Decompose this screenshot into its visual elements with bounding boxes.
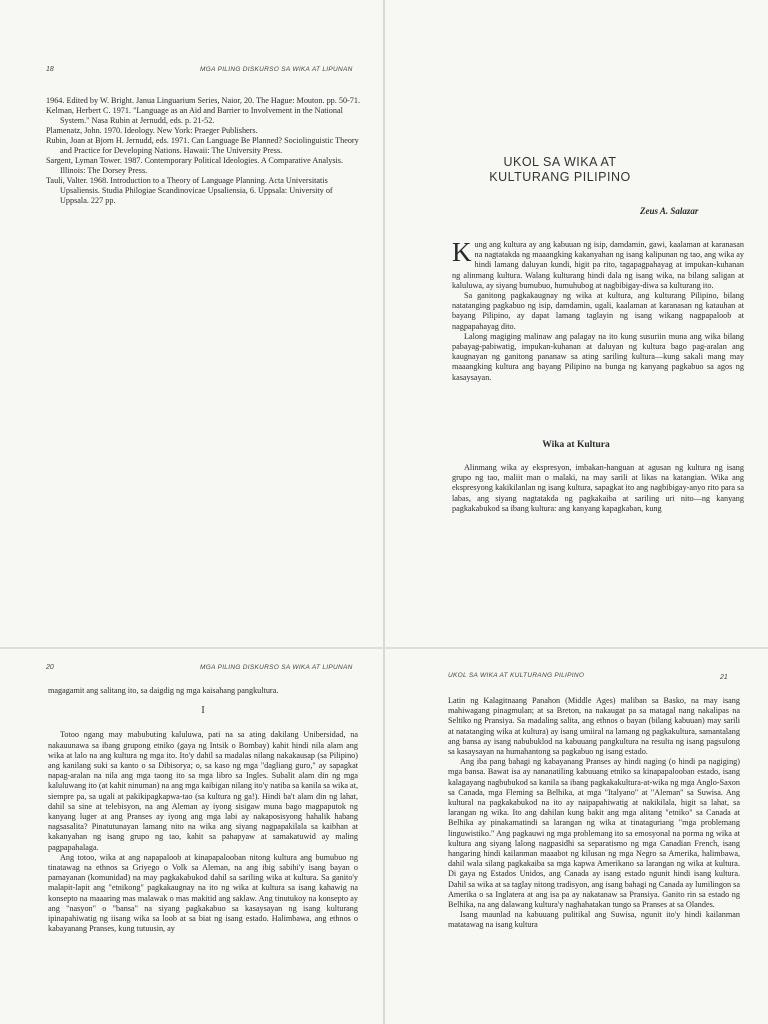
article-author: Zeus A. Salazar — [640, 206, 699, 216]
reference-entry: Kelman, Herbert C. 1971. "Language as an Aid and Barrier to Involvement in the National System." Nasa Rubin at Jernudd, eds. p. 21-52. — [46, 106, 343, 125]
section-heading: Wika at Kultura — [542, 440, 610, 450]
page-20-text — [48, 686, 358, 934]
reference-entry: Sargent, Lyman Tower. 1987. Contemporary Political Ideologies. A Comparative Analysis. Illinois: The Dorsey Press. — [46, 156, 344, 175]
reference-entry: Plamenatz, John. 1970. Ideology. New York: Praeger Publishers. — [46, 126, 258, 135]
references-list — [46, 96, 361, 206]
running-head: UKOL SA WIKA AT KULTURANG PILIPINO — [448, 672, 585, 679]
section-text — [452, 463, 744, 514]
page-number: 18 — [46, 66, 54, 73]
paragraph: Latin ng Kalagitnaang Panahon (Middle Ages) maliban sa Basko, na may isang mahiwagang pinagmulan; at sa Breton, na nakaugat pa sa matagal nang nakalipas na Seltiko ng Pransiya. Sa madaling salita, ang ethnos o bayan (bilang kabuuan) may sarili at natatanging wika at kultura) ay isang umiiral na lamang ng pagkakultura, samantalang ang bansa ay isang nabubuklod na kabuuang pangkultura na resulta ng isang pagsulong sa kasaysayan na humahantong sa pagkabuo ng isang estado. — [448, 696, 740, 757]
paragraph: Sa ganitong pagkakaugnay ng wika at kultura, ang kulturang Pilipino, bilang natatanging pagkabuo ng isip, damdamin, ugali, kaalaman at karanasan ng katauhan at bayang Pilipino, ay dapat lamang taglayin ng isang wikang nagpapaloob at nagpapahayag dito. — [452, 291, 744, 331]
reference-entry: 1964. Edited by W. Bright. Janua Linguarium Series, Naior, 20. The Hague: Mouton. pp. 50-71. — [46, 96, 361, 105]
page-19 — [384, 0, 768, 648]
page-18 — [0, 0, 384, 648]
paragraph: Totoo ngang may mabubuting kaluluwa, pati na sa ating dakilang Unibersidad, na nakauunawa sa ibang grupong etniko (gaya ng Intsik o Bombay) kahit hindi nila alam ang wika at lalo na ang kultura ng mga ito. Ito'y dahil sa madalas nilang nakakausap (sa Pilipino) ang kanilang suki sa kanto o sa Dibisorya; o, sa kaso ng mga "dagliang guro," ay sapagkat napag-aralan na nila ang mga taong ito sa mga libro sa Ingles. Subalit alam din ng mga kaluluwang ito (at kahit ninuman) na ang mga kaibigan nilang ito'y natiba sa kanila sa wika at, siempre pa, sa ugali at pakikipagkapwa-tao (sa kultura ng ga!). Hindi ba't alam din ng lahat, dahil sa sine at telebisyon, na ang Aleman ay iyong sisigaw muna bago magpaputok ng kanyang luger at ang Pranses ay iyong ang mga labi ay nakaposisyong hahalik habang nagsasalita? Pinatutunayan lamang nito na wika ang siyang nagpapakilala sa kaibhan at kakanyahan ng isang grupo ng tao, kahit sa pahapyaw at samakatuwid ay maling pagpapahalaga. — [48, 730, 359, 852]
page-20 — [0, 648, 384, 1024]
paragraph: Lalong magiging malinaw ang palagay na ito kung susuriin muna ang wika bilang pabayag-pabiwatig, impukan-kuhanan at daluyan ng kultura bago pag-aralan ang kaugnayan ng ganitong pananaw sa ating sariling kultura—kung sakali mang may maaangking kultura ang bayang Pilipino na bunga ng kanyang pagkabuo sa agos ng kasaysayan. — [452, 331, 744, 382]
paragraph: Ang iba pang bahagi ng kabayanang Pranses ay hindi naging (o hindi pa nagiging) mga bansa. Bawat isa ay nananatiling kabuuang etniko sa kinapapalooban estado, isang kalagayang nagbubukod sa kanila sa ibang pagkakakultura-at-wika ng mga Anglo-Saxon sa Canada, mga Fleming sa Belhika, at mga "Italyano" at "Aleman" sa Suwisa. Ang kultural na pagkakabukod na ito ay naipapahiwatig at nakikilala, higit sa lahat, sa larangan ng wika. Ito ang dahilan kung bakit ang mga alitang "etniko" sa Canada at Belhika ay pinakamatindi sa larangan ng wika at tinataguriang "mga problemang linguwistiko." Ang pagkauwi ng mga problemang ito sa emosyonal na porma ng wika at kultura ang siyang lalong nagpasidhi sa separatismo ng mga Canadian French, isang hangaring hindi kailanman maaabot ng kilusan ng mga Negro sa Amerika, halimbawa, dahil wala silang pagkakaiba sa mga kapwa Amerikano sa larangan ng wika at kultura. Di gaya ng Estados Unidos, ang Canada ay isang estado ngunit hindi isang kultura. Dahil sa wika at sa taglay nitong tradisyon, ang isang bahagi ng Canada ay lumilingon sa Amerika o sa Inglatera at ang isa pa ay nakatanaw sa Pransiya. Ganito rin sa estado ng Belhika, na ang dalawang kultura'y naghahatakan tungo sa Pranses at sa Olandes. — [448, 757, 740, 910]
title-line-2: KULTURANG PILIPINO — [489, 170, 631, 184]
page-divider — [0, 647, 768, 649]
spine-crease — [383, 0, 385, 1024]
drop-cap: K — [452, 237, 472, 267]
paragraph — [452, 237, 744, 291]
title-line-1: UKOL SA WIKA AT — [503, 155, 617, 169]
running-head: MGA PILING DISKURSO SA WIKA AT LIPUNAN — [200, 66, 353, 73]
intro-text — [452, 237, 744, 383]
paragraph: Isang maunlad na kabuuang pulitikal ang Suwisa, ngunit ito'y hindi kailanman matatawag na isang kultura — [448, 910, 740, 930]
page-21-text — [448, 696, 740, 931]
page-21 — [384, 648, 768, 1024]
paragraph-text: ung ang kultura ay ang kabuuan ng isip, damdamin, gawi, kaalaman at karanasan na nagtatakda ng maaangking kakanyahan ng isang kalipunan ng tao, ang wika ay hindi lamang daluyan kundi, higit pa rito, tagapagpahayag at impukan-kuhanan ng alinmang kultura. Walang kulturang hindi dala ng isang wika, na bilang saligan at kaluluwa, ay siyang bumubuo, humuhubog at nagbibigay-diwa sa kulturang ito. — [452, 240, 744, 290]
section-numeral: I — [201, 705, 205, 717]
running-head: MGA PILING DISKURSO SA WIKA AT LIPUNAN — [200, 664, 353, 671]
paragraph: Alinmang wika ay ekspresyon, imbakan-hanguan at agusan ng kultura ng isang grupo ng tao, maliit man o malaki, na may sarili at likas na katangian. Wika ang ekspresyong kakikilanlan ng isang kultura, sapagkat ito ang nagbibigay-anyo rito para sa labas, ang siyang nagtatakda ng pagkakaiba at sariling uri nito—ng kanyang pagkakabukod sa ibang kultura: ang kanyang kapagkaban, kung — [452, 463, 744, 513]
page-number: 21 — [720, 674, 728, 681]
reference-entry: Rubin, Joan at Bjorn H. Jernudd, eds. 1971. Can Language Be Planned? Sociolinguistic Theory and Practice for Developing Nations. Hawaii: The University Press. — [46, 136, 359, 155]
article-title — [460, 155, 660, 185]
reference-entry: Tauli, Valter. 1968. Introduction to a Theory of Language Planning. Acta Universitatis Upsaliensis. Studia Philogiae Scandinovicae Upsaliensia, 6. Uppsala: University of Uppsala. 227 pp. — [46, 176, 333, 205]
paragraph: magagamit ang salitang ito, sa daigdig ng mga kaisahang pangkultura. — [48, 686, 279, 695]
page-number: 20 — [46, 664, 54, 671]
paragraph: Ang totoo, wika at ang napapaloob at kinapapalooban nitong kultura ang bumubuo ng tinatawag na ethnos sa Griyego o Volk sa Aleman, na ang ibig sabihi'y isang bayan o pamayanan (komunidad) na may pagkakabukod dahil sa sariling wika at kultura. Sa ganito'y malapit-lapit ang "etnikong" pagkakaugnay na ito ng wika at kultura sa isang kahawig na konsepto na maaaring mas malawak o mas makitid ang saklaw. Ang tinutukoy na konsepto ay ang "nasyon" o "bansa" na siyang pagkakabuo sa kasaysayan ng isang kulturang ipinapahiwatig ng iisang wika sa loob at sa biat ng isang estado. Halimbawa, ang ethnos o kabayanang Pranses, kung tutuusin, ay — [48, 852, 358, 934]
